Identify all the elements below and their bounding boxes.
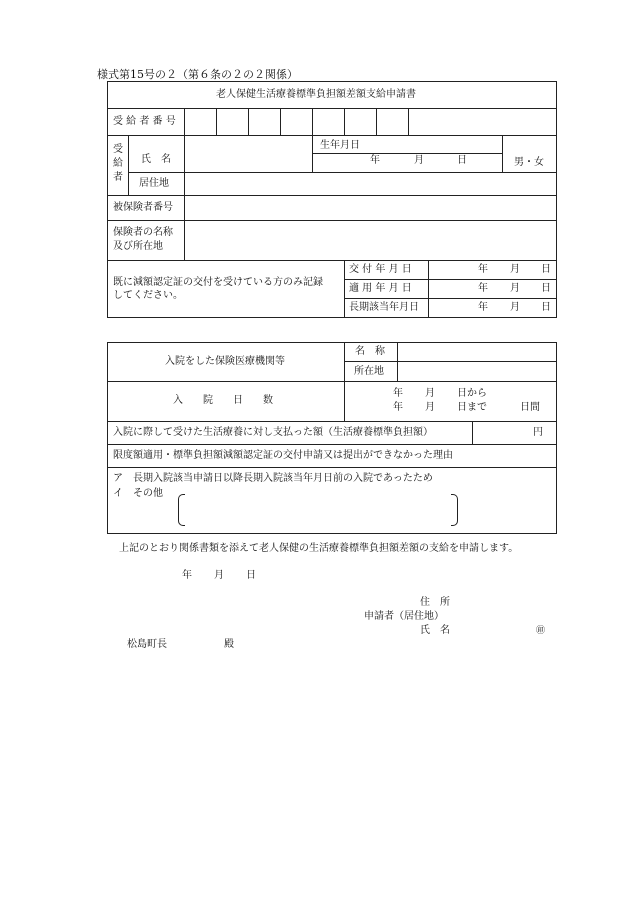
date-year-unit: 年: [182, 570, 192, 581]
long-year-unit: 年: [478, 302, 488, 313]
row-divider: [107, 381, 557, 382]
reduction-note-line2: してください。: [113, 290, 183, 301]
col-divider: [376, 108, 377, 135]
birth-day-unit: 日: [457, 155, 467, 166]
reduction-note-line1: 既に減額認定証の交付を受けている方のみ記録: [113, 277, 323, 288]
to-month-unit: 月: [425, 402, 435, 413]
long-term-date-label: 長期該当年月日: [349, 302, 419, 313]
birth-row-divider: [312, 153, 502, 154]
insurer-label-line2: 及び所在地: [113, 241, 163, 252]
col-divider: [184, 135, 185, 260]
other-reason-left-bracket: [178, 494, 185, 526]
apply-date-label: 適 用 年 月 日: [349, 283, 412, 294]
col-divider: [428, 260, 429, 318]
recipient-vertical-label-1: 受: [113, 144, 123, 155]
reason-label: 限度額適用・標準負担額減額認定証の交付申請又は提出ができなかった理由: [113, 450, 453, 461]
days-unit: 日間: [520, 402, 540, 413]
issue-date-label: 交 付 年 月 日: [349, 264, 412, 275]
applicant-name-label: 氏 名: [420, 625, 450, 636]
long-day-unit: 日: [541, 302, 551, 313]
form-id-header: 様式第15号の２（第６条の２の２関係）: [97, 68, 298, 81]
col-divider: [280, 108, 281, 135]
issue-month-unit: 月: [510, 264, 520, 275]
col-divider: [216, 108, 217, 135]
institution-location-label: 所在地: [354, 366, 384, 377]
seal-mark: ㊞: [536, 626, 546, 636]
issue-year-unit: 年: [478, 264, 488, 275]
col-divider: [312, 108, 313, 135]
yen-unit: 円: [533, 427, 543, 438]
birth-date-label: 生年月日: [320, 140, 360, 151]
date-month-unit: 月: [214, 570, 224, 581]
col-divider: [344, 260, 345, 318]
paid-amount-label: 入院に際して受けた生活療養に対し支払った額（生活療養標準負担額）: [113, 427, 433, 438]
apply-day-unit: 日: [541, 283, 551, 294]
col-divider: [344, 342, 345, 421]
col-divider: [472, 421, 473, 444]
row-divider: [107, 444, 557, 445]
row-divider: [107, 467, 557, 468]
row-divider: [128, 172, 557, 173]
row-divider: [107, 220, 557, 221]
hospital-days-label: 入 院 日 数: [173, 395, 273, 406]
col-divider: [397, 342, 398, 381]
insured-number-label: 被保険者番号: [113, 202, 173, 213]
from-day-unit: 日から: [457, 388, 487, 399]
birth-month-unit: 月: [414, 155, 424, 166]
recipient-vertical-label-3: 者: [113, 172, 123, 183]
from-year-unit: 年: [393, 388, 403, 399]
col-divider: [408, 108, 409, 135]
declaration-text: 上記のとおり関係書類を添えて老人保健の生活療養標準負担額差額の支給を申請します。: [119, 543, 519, 554]
row-divider: [107, 421, 557, 422]
from-month-unit: 月: [425, 388, 435, 399]
row-divider: [344, 298, 557, 299]
reason-option-i: イ その他: [113, 488, 163, 499]
col-divider: [184, 108, 185, 135]
row-divider: [107, 135, 557, 136]
form-title: 老人保健生活療養標準負担額差額支給申請書: [216, 89, 416, 100]
row-divider: [107, 195, 557, 196]
addressee: 松島町長: [127, 639, 167, 650]
institution-name-label: 名 称: [355, 346, 385, 357]
col-divider: [248, 108, 249, 135]
recipient-vertical-label-2: 給: [113, 158, 123, 169]
gender-field: 男・女: [514, 157, 544, 168]
date-day-unit: 日: [246, 570, 256, 581]
long-month-unit: 月: [510, 302, 520, 313]
honorific: 殿: [224, 639, 234, 650]
address-label: 居住地: [139, 178, 169, 189]
row-divider: [107, 260, 557, 261]
apply-month-unit: 月: [510, 283, 520, 294]
col-divider: [312, 135, 313, 172]
recipient-number-label: 受 給 者 番 号: [113, 116, 176, 127]
other-reason-right-bracket: [451, 494, 458, 526]
institution-label: 入院をした保険医療機関等: [165, 356, 285, 367]
applicant-address-label: 住 所: [420, 597, 450, 608]
col-divider: [344, 108, 345, 135]
apply-year-unit: 年: [478, 283, 488, 294]
row-divider: [344, 361, 557, 362]
col-divider: [502, 135, 503, 172]
to-day-unit: 日まで: [457, 402, 487, 413]
issue-day-unit: 日: [541, 264, 551, 275]
col-divider: [128, 135, 129, 195]
to-year-unit: 年: [393, 402, 403, 413]
reason-option-a: ア 長期入院該当申請日以降長期入院該当年月日前の入院であったため: [113, 473, 433, 484]
row-divider: [344, 279, 557, 280]
insurer-label-line1: 保険者の名称: [113, 227, 173, 238]
row-divider: [107, 108, 557, 109]
birth-year-unit: 年: [370, 155, 380, 166]
applicant-label: 申請者（居住地）: [364, 611, 444, 622]
name-label: 氏 名: [141, 154, 171, 165]
